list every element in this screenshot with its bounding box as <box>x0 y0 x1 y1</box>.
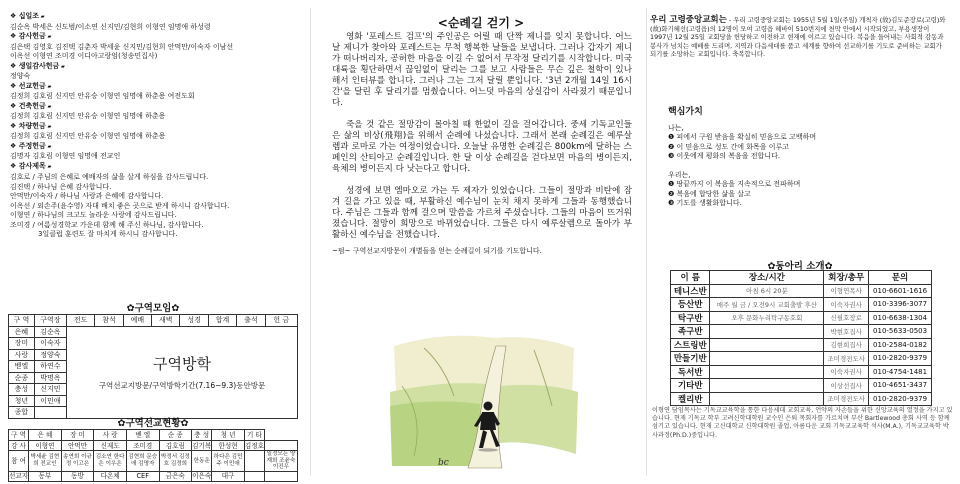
club-place-cell: 매주 월 금 / 오전9시 교회출발 후산 <box>710 298 824 312</box>
club-place-cell <box>710 352 824 366</box>
mission-cell: 동부 <box>29 471 62 481</box>
club-phone-cell: 010-4651-3437 <box>869 379 932 393</box>
zone-cell: 순종 <box>9 372 35 384</box>
club-name-cell: 만들기반 <box>671 352 710 366</box>
clubs-title: ✿동아리 소개✿ <box>767 261 833 272</box>
leader-cell: 신지민 <box>34 384 66 396</box>
club-place-cell: 아침 6시 20분 <box>710 284 824 298</box>
table-row <box>671 392 932 406</box>
essay-body <box>332 32 632 268</box>
club-place-cell <box>710 338 824 352</box>
mission-cell <box>264 471 297 481</box>
church-intro-body: - 우리 고령중앙교회는 1955년 5월 1일(주일) 개척자 (故)김도준장로(고령)와 (故)화기혜선(고령읍)의 12명이 모여 고령읍 헤바이 510번지에 천막 안에서 시작되었고, 부용생장이 1997년 12월 25일 교회당을 헌당하고 이전하고 현재에 이르고 있습니다. 복음을 들어내는 사회적 감동과 봉사가 넘치는 예배를 드리며, 지역과 다음세대를 품고 세계를 향하여 선교하기를 기도로 준비하는 교회가 되기를 소망하는 교회입니다. 축복합니다. <box>650 16 946 59</box>
club-place-cell <box>710 379 824 393</box>
mission-cell: 이은숙 <box>192 472 212 481</box>
offering-group-title: ❖ 건축헌금 ▰ <box>10 102 295 113</box>
thanks-item: 조미경 / 여름성경학교 가운데 함께 해 주신 하나님, 감사합니다. <box>10 220 204 229</box>
offering-names: 김명자 김호림 이형연 임명애 전교인 <box>10 152 121 160</box>
column-divider-1 <box>310 8 311 476</box>
mission-cell: 한동운 <box>192 451 212 472</box>
zone-cell: 벧엘 <box>9 361 35 373</box>
thanks-item: 3일클럽 훈련도 잘 마치게 하시니 감사합니다. <box>38 230 178 238</box>
table-row <box>9 451 298 472</box>
club-leader-cell: 이형연목사 <box>824 284 869 298</box>
table-row <box>671 325 932 339</box>
mission-cell: 조미경 <box>126 441 159 451</box>
mission-header-cell: 순 종 <box>159 430 192 441</box>
thanks-item: 이옥선 / 외손주(윤수영) 자대 배치 좋은 곳으로 받게 하시니 감사합니다. <box>10 201 230 210</box>
club-name-cell: 족구반 <box>671 325 710 339</box>
club-name-cell: 켈리반 <box>671 392 710 406</box>
clubs-header-cell: 회장/총무 <box>824 271 869 285</box>
core-values-intro: 나는, <box>668 123 684 132</box>
club-leader-cell: 이숙자권사 <box>824 365 869 379</box>
thanks-item: 김호로 / 주님의 은혜로 예배자의 삶을 살게 하심을 감사드립니다. <box>10 173 209 181</box>
offering-group-title: ❖ 차량헌금 ▰ <box>10 122 295 133</box>
club-leader-cell: 조미경전도사 <box>824 352 869 366</box>
artist-signature: bc <box>438 458 449 468</box>
church-intro-heading: 우리 고령중앙교회는 <box>650 15 727 25</box>
leader-cell: 이민애 <box>34 395 66 407</box>
mission-cell: 다온체 <box>94 471 127 481</box>
clubs-header-cell: 장소/시간 <box>710 271 824 285</box>
clubs-table <box>670 270 932 406</box>
zone-cell: 은혜 <box>9 326 35 338</box>
mission-cell: 일정모든 양재희 조윤숙 이진우 <box>264 451 297 472</box>
offering-list <box>10 12 295 240</box>
core-values-item: ❶ 땅끝까지 이 복음을 지속적으로 전파하며 <box>668 180 801 188</box>
table-row <box>671 379 932 393</box>
mission-header-cell: 벧 엘 <box>126 430 159 441</box>
mission-row-label: 참 여 <box>9 451 29 472</box>
club-phone-cell: 010-6601-1616 <box>869 284 932 298</box>
offering-group-title: ❖ 십일조 ▰ <box>10 12 295 23</box>
mission-cell: 박정서 김정호 김정희 <box>159 451 192 472</box>
essay-note: ~펌~ 구역선교지방문이 개별들을 얻는 순례길이 되기를 기도합니다. <box>332 247 542 255</box>
leader-cell: 이숙자 <box>34 338 66 350</box>
core-values-item: ❸ 이웃에게 평화의 복음을 전합니다. <box>668 152 781 160</box>
table-row <box>671 338 932 352</box>
mission-table <box>8 429 298 482</box>
table-row <box>671 298 932 312</box>
clubs-header-cell: 문의 <box>869 271 932 285</box>
club-place-cell <box>710 392 824 406</box>
clubs-table-header <box>671 271 932 285</box>
gathering-table-header <box>9 315 298 327</box>
offering-names: 이옥선 이형연 조미경 이디아고랑엄(청송민집사) <box>10 52 158 60</box>
core-values-title: 핵심가치 <box>668 107 703 117</box>
mission-cell: 김정호 <box>244 441 264 450</box>
table-row <box>9 441 298 451</box>
offering-names: 김정희 김호림 신지민 안유승 이형연 임명애 하춘용 <box>10 132 166 140</box>
table-row <box>671 284 932 298</box>
mission-section <box>8 415 298 482</box>
mission-cell: 동방 <box>61 471 94 481</box>
essay-column <box>322 0 640 484</box>
leader-cell: 정양숙 <box>34 349 66 361</box>
mission-cell: 안먹만 <box>61 441 94 451</box>
club-phone-cell: 010-3396-3077 <box>869 298 932 312</box>
club-leader-cell: 신필호장로 <box>824 311 869 325</box>
mission-cell: 하다은 김민주 이민애 <box>212 451 245 472</box>
mission-cell <box>244 471 264 481</box>
mission-cell: 박세윤 김현희 전교인 <box>29 451 62 472</box>
offering-group-title: ❖ 선교헌금 ▰ <box>10 82 295 93</box>
club-leader-cell: 조미경전도사 <box>824 392 869 406</box>
club-phone-cell: 010-5633-0503 <box>869 325 932 339</box>
offering-group-title: ❖ 감사헌금 ▰ <box>10 32 295 43</box>
leader-cell: 박명옥 <box>34 372 66 384</box>
core-values-intro: 우리는, <box>668 170 691 179</box>
church-info-column <box>650 0 960 484</box>
mission-title: ✿구역선교현황✿ <box>117 418 189 429</box>
club-name-cell: 등산반 <box>671 298 710 312</box>
mission-header-cell: 장 미 <box>61 430 94 441</box>
offering-names: 정양숙 <box>10 72 31 80</box>
club-phone-cell: 010-2820-9379 <box>869 392 932 406</box>
thanks-list <box>10 173 295 240</box>
core-values-item: ❷ 이 믿음으로 성도 간에 화목을 이루고 <box>668 142 790 151</box>
offering-group-title: ❖ 생일감사헌금 ▰ <box>10 62 295 73</box>
mission-cell <box>264 441 297 451</box>
offering-names: 김순옥 박세은 신도범/이소연 신지민/김현희 이형연 임명애 하성령 <box>10 22 211 31</box>
club-leader-cell: 김현희집사 <box>824 338 869 352</box>
club-place-cell <box>710 325 824 339</box>
mission-cell: 김소연 한다은 이우은 <box>94 451 127 472</box>
zone-cell: 종합 <box>9 407 35 419</box>
zone-cell: 사랑 <box>9 349 35 361</box>
zone-cell: 청년 <box>9 395 35 407</box>
essay-title: <순례길 걷기 > <box>437 16 525 30</box>
offering-names: 김은택 김영호 김진택 김춘자 박세윤 신지민/김현희 안먹만/이숙자 이남선 <box>10 42 234 51</box>
essay-paragraph: 성경에 보면 엠마오로 가는 두 제자가 있었습니다. 그들이 절망과 비탄에 잠겨 길을 가고 있을 때, 부활하신 예수님이 눈치 채지 못하게 그들과 동행했습니다. 주님은 그들과 함께 걸으며 말씀을 가르쳐 주셨습니다. 그들의 마음이 뜨거워졌습니다. 절망이 희망으로 바뀌었습니다. 그들은 다시 예루살렘으로 돌아가 부활하신 예수님을 전했습니다. <box>332 186 632 240</box>
gathering-header-cell: 성경 <box>180 315 208 327</box>
essay-paragraph: 영화 '포레스트 검프'의 주인공은 어릴 때 단짝 제니를 잊지 못합니다. 어느 날 제니가 찾아와 포레스트는 무척 행복한 날들을 보냅니다. 그러나 갑자기 제니가 떠나버리자, 공허한 마음을 이길 수 없어서 무작정 달리기를 시작합니다. 미국 대륙을 횡단하면서 끊임없이 달리는 그를 보고 사람들은 무슨 깊은 철학이 있나 해서 인터뷰를 합니다. 그러나 그는 그저 달릴 뿐입니다. '3년 2개월 14일 16시간'을 달린 후 달리기를 멈췄습니다. 어느덧 마음의 상실감이 사라졌기 때문입니다. <box>332 32 632 108</box>
gathering-header-cell: 전도 <box>66 315 94 327</box>
church-intro <box>650 16 946 59</box>
club-name-cell: 테니스반 <box>671 284 710 298</box>
gathering-header-cell: 구 역 <box>9 315 35 327</box>
leader-cell: 하연수 <box>34 361 66 373</box>
mission-cell: 금은숙 <box>159 471 192 481</box>
offering-column <box>0 0 300 484</box>
column-divider-2 <box>646 8 647 476</box>
mission-cell: 송연희 이규정 이고은 <box>61 451 94 472</box>
gathering-header-cell: 새벽 <box>152 315 180 327</box>
mission-header-cell: 충 성 <box>192 430 212 441</box>
mission-cell: 김기복 <box>192 441 212 450</box>
vacation-heading: 구역방학 <box>153 355 211 373</box>
club-phone-cell: 010-4754-1481 <box>869 365 932 379</box>
table-row <box>671 365 932 379</box>
gathering-header-cell: 헌 금 <box>265 315 297 327</box>
core-values-item: ❶ 피에서 구원 받음을 확실히 믿음으로 고백하며 <box>668 133 817 141</box>
club-leader-cell: 이숙자권사 <box>824 298 869 312</box>
gathering-header-cell: 출석 <box>237 315 265 327</box>
core-values <box>668 108 948 209</box>
gathering-section <box>8 300 298 419</box>
mission-cell: 한성현 <box>212 441 245 451</box>
club-phone-cell: 010-6638-1304 <box>869 311 932 325</box>
offering-names: 김정희 김호림 신지민 안유승 이형연 임명애 하춘용 <box>10 112 166 120</box>
gathering-header-cell: 참석 <box>95 315 123 327</box>
thanks-item: 김진택 / 하나님 은혜 감사합니다. <box>10 182 112 191</box>
zone-cell: 장미 <box>9 338 35 350</box>
mission-cell <box>244 451 264 472</box>
zone-cell: 충성 <box>9 384 35 396</box>
mission-row-label: 강 사 <box>9 441 29 451</box>
essay-paragraph: 죽을 것 같은 절망감이 몰아칠 때 한없이 길을 걸어갑니다. 중세 기독교인들은 삶의 비상(飛翔)을 위해서 순례에 나섰습니다. 그래서 본래 순례길은 예루살렘과 로마로 가는 여정이었습니다. 오늘날 유명한 순례길은 800km에 달하는 스페인의 산티아고 순례길입니다. 한 달 이상 순례길을 걷다보면 마음의 병이든지, 육체의 병이든지 다 낫는다고 합니다. <box>332 120 632 174</box>
club-leader-cell: 이상선집사 <box>824 379 869 393</box>
table-row <box>671 352 932 366</box>
gathering-vacation-notice <box>66 326 297 418</box>
table-row <box>671 311 932 325</box>
pastor-education: 이형연 담임목사는 기독교교육학을 통한 다음세대 교회교육, 언약의 자손들을 위한 신앙교육의 열정을 가지고 있습니다. 현재 기독교 학부 고려신학대학원 교수인 은퇴 목회자를 가르치며 부산 Bartlewood 총회 사역 등 함께 섬기고 있습니다. 현재 고신대학교 신학대학원 졸업, 아름다운 교회 기독교교육학 석사(M.A.), 기독교교육학 박사과정(Ph.D.)중입니다. <box>652 407 953 439</box>
mission-row-label: 선교지 <box>9 472 29 481</box>
gathering-title: ✿구역모임✿ <box>126 303 180 314</box>
club-name-cell: 탁구반 <box>671 311 710 325</box>
mission-table-header <box>9 430 298 441</box>
gathering-header-cell: 합계 <box>208 315 236 327</box>
gathering-table <box>8 314 298 419</box>
table-row <box>9 326 298 338</box>
vacation-subtext: 구역선교지방문/구역방학기간(7.16~9.3)동안방문 <box>98 381 266 390</box>
clubs-header-cell: 이 름 <box>671 271 710 285</box>
mission-header-cell: 기 타 <box>244 430 264 441</box>
mission-header-cell: 사 랑 <box>94 430 127 441</box>
club-name-cell: 스트링반 <box>671 338 710 352</box>
mission-cell: 김호림 <box>159 441 192 451</box>
club-phone-cell: 010-2820-9379 <box>869 352 932 366</box>
mission-cell: 김현희 문승애 김명자 <box>126 451 159 472</box>
mission-header-cell: 청 년 <box>212 430 245 441</box>
mission-cell: 이형연 <box>29 441 62 451</box>
club-name-cell: 기타반 <box>671 379 710 393</box>
club-phone-cell: 010-2584-0182 <box>869 338 932 352</box>
table-row <box>9 471 298 481</box>
mission-header-cell: 구 역 <box>9 430 29 441</box>
gathering-header-cell: 구역장 <box>34 315 66 327</box>
thanks-item: 이형연 / 하나님의 크고도 놀라운 사랑에 감사드립니다. <box>10 211 177 219</box>
club-place-cell: 오후 문화누리탁구동호회 <box>710 311 824 325</box>
mission-cell: 신재도 <box>94 441 127 451</box>
club-place-cell <box>710 365 824 379</box>
offering-names: 김정희 김호림 신지민 안유승 이형연 임명애 하춘용 여전도회 <box>10 92 195 100</box>
offering-group-title: ❖ 감사제목 ▰ <box>10 162 295 173</box>
leader-cell: 김순옥 <box>34 326 66 338</box>
core-values-item: ❸ 기도를 생활화합니다. <box>668 199 742 207</box>
gathering-header-cell: 예배 <box>123 315 151 327</box>
thanks-item: 안먹만/이숙자 / 하나님 사랑과 은혜에 감사합니다. <box>10 192 164 200</box>
pilgrim-walking-illustration <box>384 326 584 474</box>
club-leader-cell: 박현호집사 <box>824 325 869 339</box>
club-name-cell: 독서반 <box>671 365 710 379</box>
mission-header-cell: 은 혜 <box>29 430 62 441</box>
offering-group-title: ❖ 주정헌금 ▰ <box>10 142 295 153</box>
core-values-item: ❷ 복음에 합당한 삶을 살고 <box>668 189 751 198</box>
mission-cell: CEF <box>126 471 159 481</box>
mission-cell: 대구 <box>212 471 245 481</box>
